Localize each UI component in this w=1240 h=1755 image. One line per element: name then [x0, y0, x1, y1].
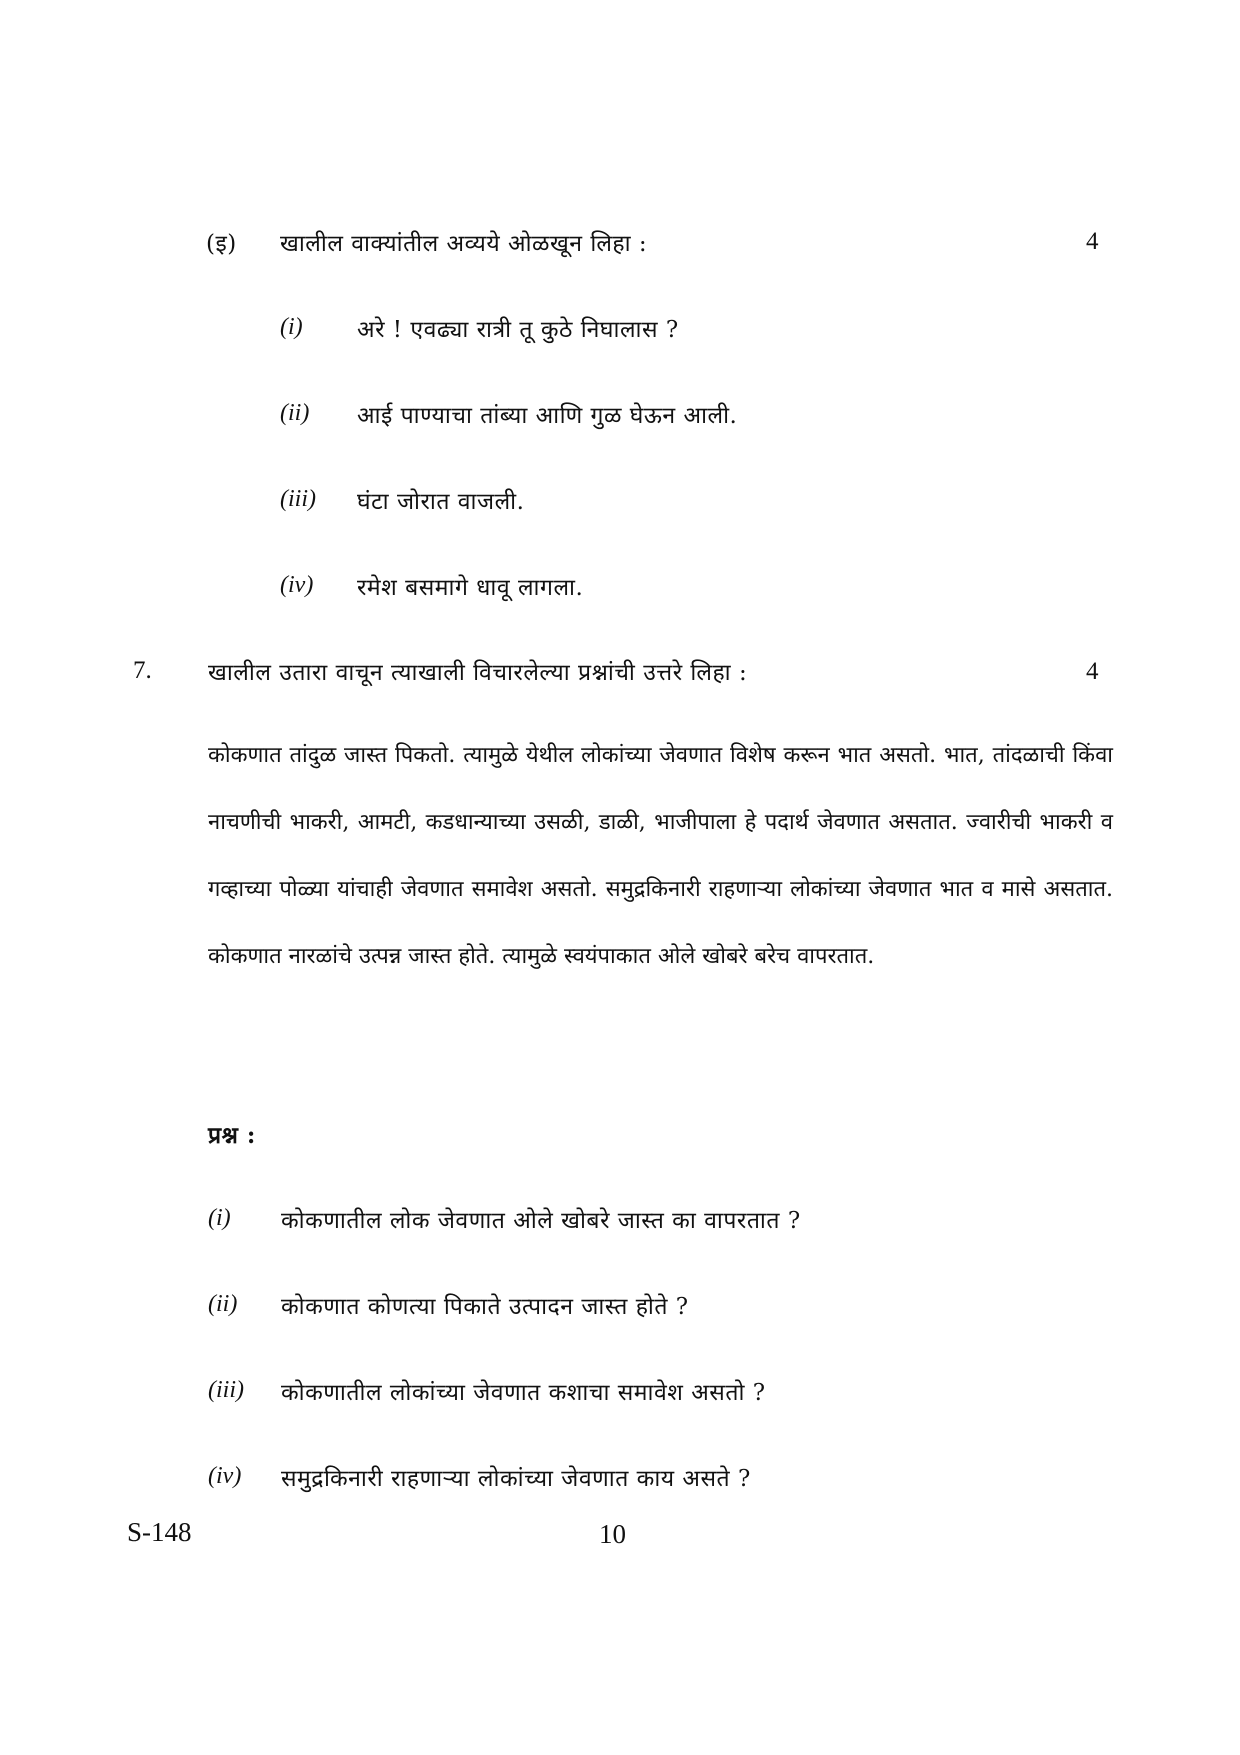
page-number: 10 — [599, 1519, 626, 1549]
section-e-marks: 4 — [1086, 228, 1099, 255]
question-number: 7. — [133, 657, 152, 684]
question-label: (iv) — [208, 1463, 242, 1489]
sentence-label: (i) — [280, 314, 303, 340]
sentence-text: रमेश बसमागे धावू लागला. — [357, 575, 584, 601]
question-label: (iii) — [208, 1377, 244, 1403]
question-text: समुद्रकिनारी राहणाऱ्या लोकांच्या जेवणात काय असते ? — [281, 1466, 751, 1492]
question-instruction: खालील उतारा वाचून त्याखाली विचारलेल्या प्रश्नांची उत्तरे लिहा : — [208, 660, 748, 686]
questions-heading: प्रश्न : — [208, 1122, 256, 1149]
section-e-instruction: खालील वाक्यांतील अव्यये ओळखून लिहा : — [280, 231, 648, 257]
sentence-text: आई पाण्याचा तांब्या आणि गुळ घेऊन आली. — [357, 403, 738, 429]
question-text: कोकणात कोणत्या पिकाते उत्पादन जास्त होते ? — [281, 1294, 689, 1320]
sentence-label: (iv) — [280, 572, 314, 598]
question-label: (i) — [208, 1205, 231, 1231]
paper-code: S-148 — [127, 1517, 192, 1547]
section-e-label: (इ) — [206, 231, 237, 257]
sentence-text: घंटा जोरात वाजली. — [357, 489, 525, 515]
sentence-text: अरे ! एवढ्या रात्री तू कुठे निघालास ? — [357, 317, 679, 343]
question-text: कोकणातील लोक जेवणात ओले खोबरे जास्त का वापरतात ? — [281, 1208, 801, 1234]
sentence-label: (iii) — [280, 486, 316, 512]
question-marks: 4 — [1086, 658, 1099, 685]
sentence-label: (ii) — [280, 400, 310, 426]
question-label: (ii) — [208, 1291, 238, 1317]
passage: कोकणात तांदुळ जास्त पिकतो. त्यामुळे येथील लोकांच्या जेवणात विशेष करून भात असतो. भात, तांदळाची किंवा नाचणीची भाकरी, आमटी, कडधान्याच्या उसळी, डाळी, भाजीपाला हे पदार्थ जेवणात असतात. ज्वारीची भाकरी व गव्हाच्या पोळ्या यांचाही जेवणात समावेश असतो. समुद्रकिनारी राहणाऱ्या लोकांच्या जेवणात भात व मासे असतात. कोकणात नारळांचे उत्पन्न जास्त होते. त्यामुळे स्वयंपाकात ओले खोबरे बरेच वापरतात. — [208, 743, 1113, 969]
question-text: कोकणातील लोकांच्या जेवणात कशाचा समावेश असतो ? — [281, 1380, 766, 1406]
